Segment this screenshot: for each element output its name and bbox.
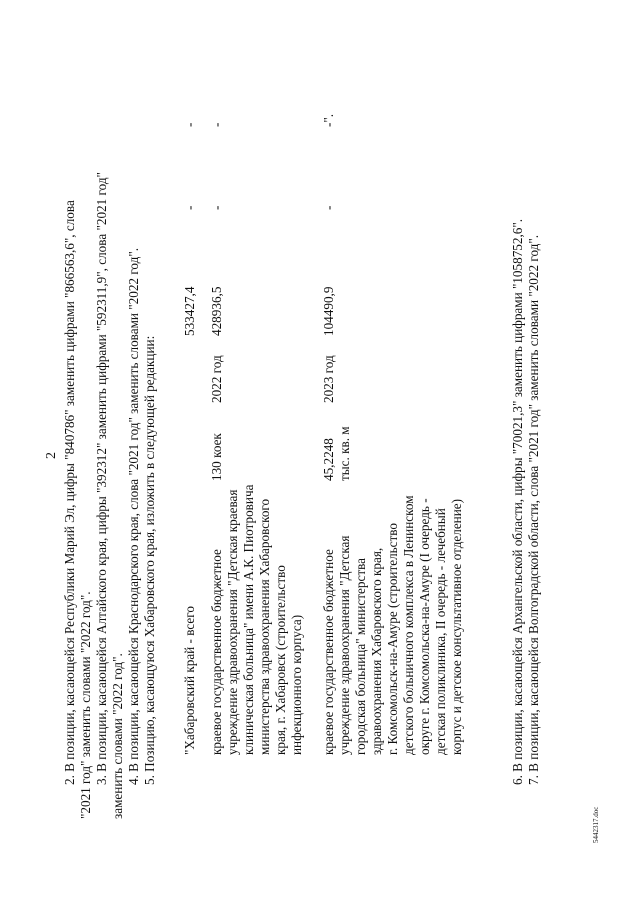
paragraph-4: 4. В позиции, касающейся Краснодарского края, слова "2021 год" заменить словами "2022 год". (126, 247, 141, 785)
paragraph-7: 7. В позиции, касающейся Волгоградской области, слова "2021 год" заменить словами "2022 год". (526, 234, 541, 785)
table-row-2-name: краевое государственное бюджетное учреждение здравоохранения "Детская городская больница" министерства здравоохранения Хабаровского края, г. Комсомольск-на-Амуре (строительство детского больничного комплекса в Ленинском округе г. Комсомольска-на-Амуре (I очередь - детская поликлиника, II очередь - лечебный корпус и детское консультативное отделение) (321, 495, 464, 755)
page-number: 2 (44, 452, 59, 459)
table-row-1-dash-2: - (209, 122, 224, 127)
table-row-1-capacity: 130 коек (209, 433, 224, 481)
table-row-1-year: 2022 год (209, 355, 224, 403)
table-row-2-year: 2023 год (321, 355, 336, 403)
footer-document-code: 5442317.doc (592, 806, 600, 843)
paragraph-6: 6. В позиции, касающейся Архангельской области, цифры "70021,3" заменить цифрами "1058752,6". (510, 218, 525, 785)
table-row-1-value: 428936,5 (209, 286, 224, 336)
table-row-2-capacity: 45,2248 тыс. кв. м (321, 426, 352, 481)
table-total-dash-2: - (182, 122, 197, 127)
paragraph-3-line-2: заменить словами "2022 год". (110, 653, 125, 819)
table-row-1-name: краевое государственное бюджетное учреждение здравоохранения "Детская краевая клиническая больница" имени А.К. Пиотровича министерства здравоохранения Хабаровского края, г. Хабаровск (строительство инфекционного корпуса) (209, 484, 304, 755)
paragraph-2-line-2: "2021 год" заменить словами "2022 год". (78, 591, 93, 819)
paragraph-3-line-1: 3. В позиции, касающейся Алтайского края, цифры "392312" заменить цифрами "592311,9", слова "2021 год" (94, 172, 109, 785)
paragraph-5: 5. Позицию, касающуюся Хабаровского края, изложить в следующей редакции: (142, 335, 157, 785)
table-row-1-dash-1: - (209, 205, 224, 210)
table-total-value: 533427,4 (182, 286, 197, 336)
table-total-dash-1: - (182, 205, 197, 210)
table-total-name: "Хабаровский край - всего (182, 606, 197, 755)
table-row-2-dash-2: -". (321, 113, 336, 127)
table-row-2-dash-1: - (321, 205, 336, 210)
table-row-2-value: 104490,9 (321, 286, 336, 336)
paragraph-2-line-1: 2. В позиции, касающейся Республики Марий Эл, цифры "840786" заменить цифрами "866563,6", слова (62, 200, 77, 785)
